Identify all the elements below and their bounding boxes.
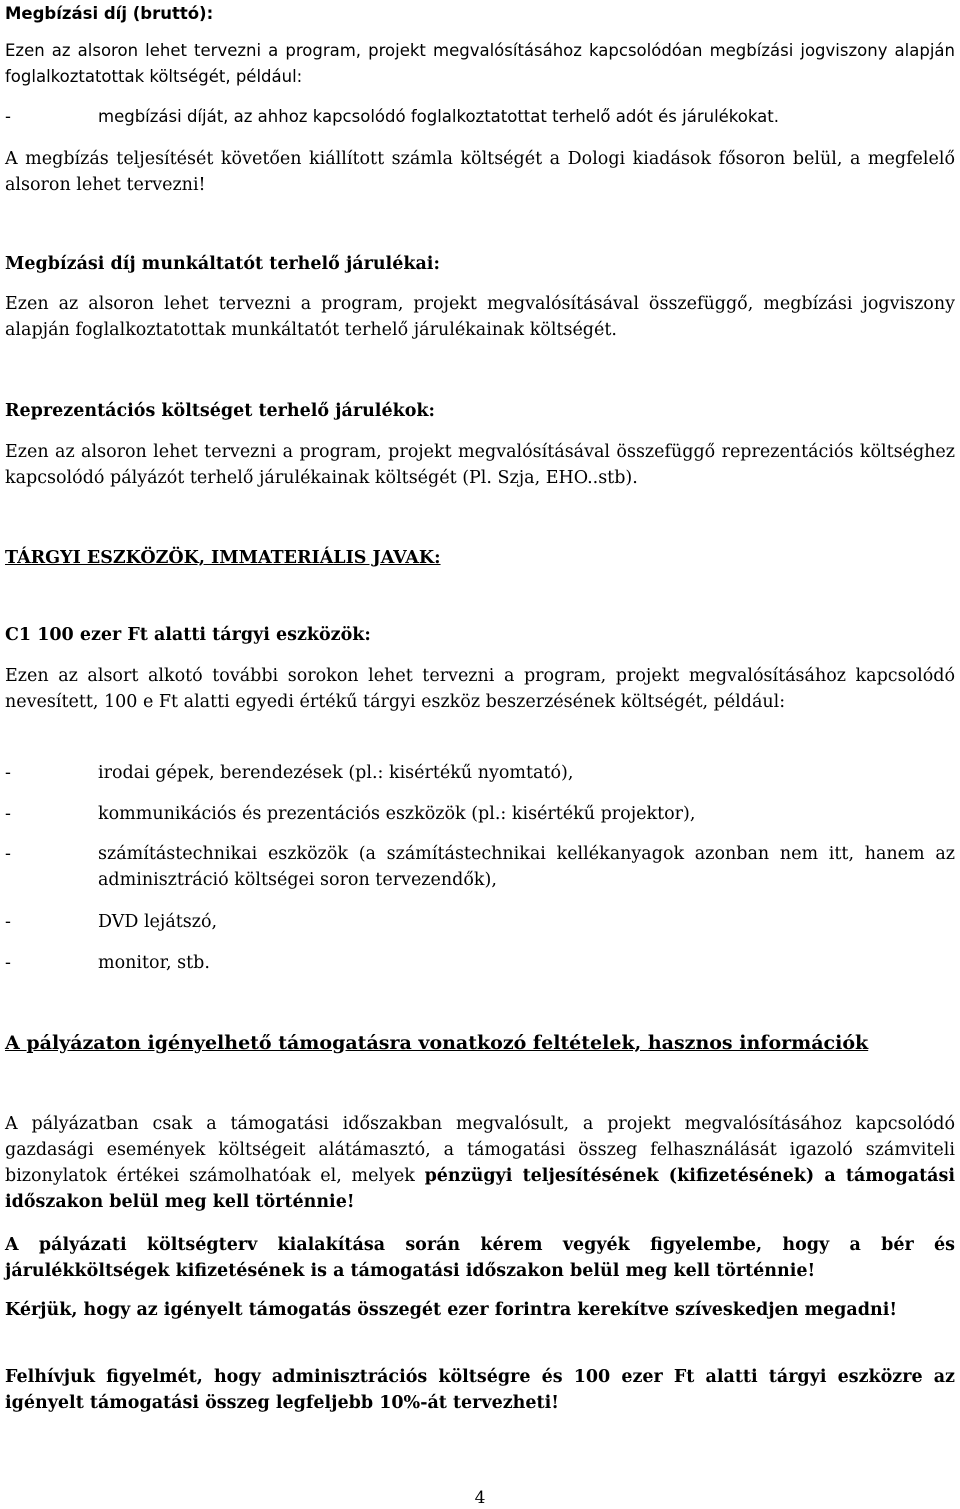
section-paragraph: Ezen az alsoron lehet tervezni a program, projekt megvalósításával összefüggő, megbízási jogviszony alapján foglalkoztatottak munkáltatót terhelő járulékainak költségét.	[5, 294, 955, 340]
list-item-text: irodai gépek, berendezések (pl.: kisértékű nyomtató),	[98, 763, 574, 783]
list-item-text: megbízási díját, az ahhoz kapcsolódó foglalkoztatottat terhelő adót és járulékokat.	[98, 107, 779, 126]
list-item	[5, 760, 955, 786]
list-item-text: számítástechnikai eszközök (a számítástechnikai kellékanyagok azonban nem itt, hanem az adminisztráció költségei soron tervezendők),	[98, 844, 955, 890]
list-dash: -	[5, 912, 11, 932]
section-paragraph-bold: Felhívjuk figyelmét, hogy adminisztrációs költségre és 100 ezer Ft alatti tárgyi eszközre az igényelt támogatási összeg legfeljebb 10%-át tervezheti!	[5, 1367, 955, 1413]
section-note: A megbízás teljesítését követően kiállított számla költségét a Dologi kiadások fősoron belül, a megfelelő alsoron lehet tervezni!	[5, 149, 955, 195]
section-heading-munkaltato-jarulek: Megbízási díj munkáltatót terhelő járulékai:	[5, 254, 440, 274]
list-item-text: DVD lejátszó,	[98, 912, 218, 932]
section-paragraph	[5, 1111, 955, 1215]
section-paragraph: Ezen az alsort alkotó további sorokon lehet tervezni a program, projekt megvalósításához kapcsolódó nevesített, 100 e Ft alatti egyedi értékű tárgyi eszköz beszerzésének költségét, például:	[5, 666, 955, 712]
list-item	[5, 841, 955, 893]
list-item	[5, 104, 955, 130]
list-item	[5, 950, 955, 976]
paragraph-bold-text: pénzügyi teljesítésének (kifizetésének) a támogatási időszakon belül meg kell történnie!	[5, 1166, 955, 1212]
list-item	[5, 801, 955, 827]
section-paragraph-bold: A pályázati költségterv kialakítása során kérem vegyék figyelembe, hogy a bér és járulékköltségek kifizetésének is a támogatási időszakon belül meg kell történnie!	[5, 1235, 955, 1281]
section-heading-feltetelek: A pályázaton igényelhető támogatásra vonatkozó feltételek, hasznos információk	[5, 1032, 869, 1054]
section-paragraph: Ezen az alsoron lehet tervezni a program, projekt megvalósításával összefüggő reprezentációs költséghez kapcsolódó pályázót terhelő járulékainak költségét (Pl. Szja, EHO..stb).	[5, 442, 955, 488]
list-dash: -	[5, 763, 11, 783]
page-number: 4	[474, 1488, 486, 1508]
section-heading-megbizasi-dij: Megbízási díj (bruttó):	[5, 4, 214, 23]
list-dash: -	[5, 804, 11, 824]
paragraph-normal-text: A pályázatban csak a támogatási időszakban megvalósult, a projekt megvalósításához kapcsolódó gazdasági események költségeit alátámasztó, a támogatási összeg felhasználását igazoló számviteli bizonylatok értékei számolhatóak el, melyek	[5, 1114, 955, 1186]
list-dash: -	[5, 844, 11, 864]
list-item-text: kommunikációs és prezentációs eszközök (pl.: kisértékű projektor),	[98, 804, 696, 824]
list-dash: -	[5, 107, 11, 126]
section-paragraph-bold: Kérjük, hogy az igényelt támogatás összegét ezer forintra kerekítve szíveskedjen megadni!	[5, 1300, 898, 1320]
section-paragraph: Ezen az alsoron lehet tervezni a program, projekt megvalósításához kapcsolódóan megbízási jogviszony alapján foglalkoztatottak költségét, például:	[5, 41, 955, 86]
list-item	[5, 909, 955, 935]
section-heading-targyi-eszkozok: TÁRGYI ESZKÖZÖK, IMMATERIÁLIS JAVAK:	[5, 548, 441, 568]
list-dash: -	[5, 953, 11, 973]
section-heading-c1: C1 100 ezer Ft alatti tárgyi eszközök:	[5, 625, 371, 645]
list-item-text: monitor, stb.	[98, 953, 210, 973]
section-heading-reprezentacio: Reprezentációs költséget terhelő járulékok:	[5, 401, 435, 421]
